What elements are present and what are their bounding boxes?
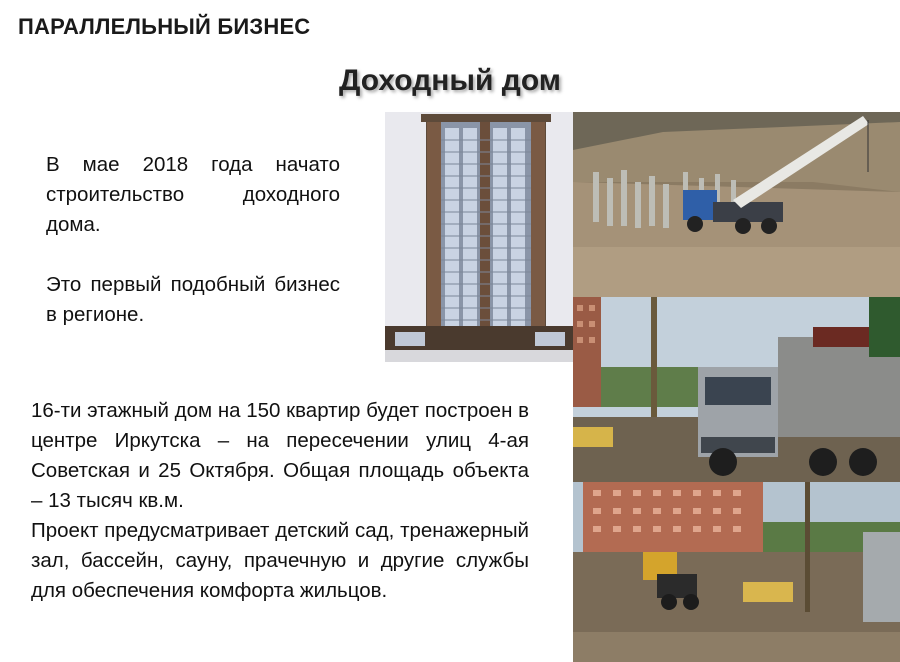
- intro-paragraph-2: Это первый подобный бизнес в регионе.: [46, 273, 340, 326]
- building-render-icon: [385, 112, 573, 362]
- construction-site-icon: [573, 482, 900, 662]
- foundation-pit-photo: [573, 112, 900, 297]
- section-header: ПАРАЛЛЕЛЬНЫЙ БИЗНЕС: [18, 14, 311, 39]
- intro-paragraph-1: В мае 2018 года начато строительство доходного дома.: [46, 153, 340, 236]
- building-render-image: [385, 112, 573, 362]
- pile-driver-truck-photo: [573, 297, 900, 482]
- construction-site-photo: [573, 482, 900, 662]
- details-paragraph-2: Проект предусматривает детский сад, тренажерный зал, бассейн, сауну, прачечную и другие службы для обеспечения комфорта жильцов.: [31, 519, 529, 602]
- details-text: [31, 396, 529, 606]
- foundation-pit-crane-icon: [573, 112, 900, 297]
- pile-driver-truck-icon: [573, 297, 900, 482]
- slide-title: Доходный дом: [339, 64, 561, 97]
- intro-text: [46, 150, 340, 330]
- details-paragraph-1: 16-ти этажный дом на 150 квартир будет построен в центре Иркутска – на пересечении улиц 4-ая Советская и 25 Октября. Общая площадь объекта – 13 тысяч кв.м.: [31, 399, 529, 512]
